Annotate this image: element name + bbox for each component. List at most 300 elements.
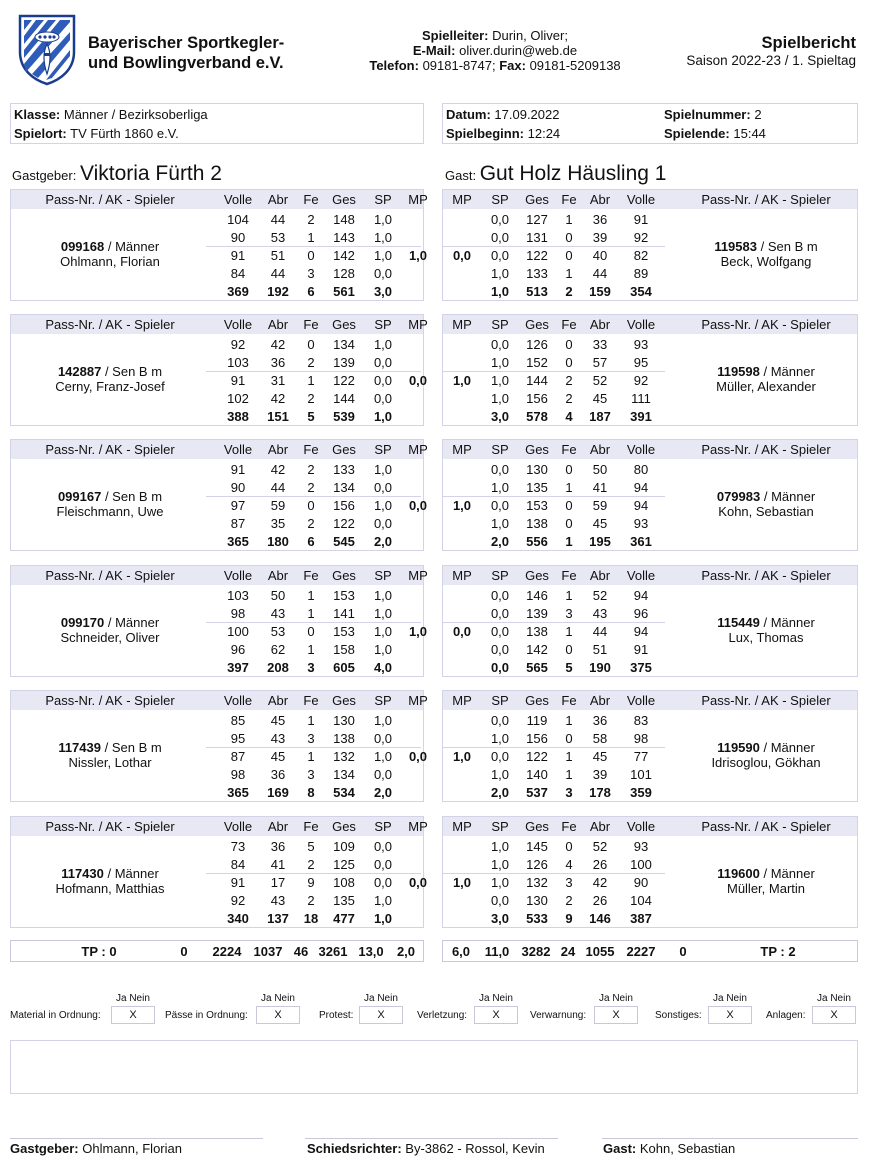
datum-value: 17.09.2022 (494, 107, 560, 122)
col-header-mp: MP (408, 317, 428, 332)
lane-4-volle: 93 (633, 516, 649, 531)
lane-4-abr: 44 (270, 266, 286, 281)
player-name: Kohn, Sebastian (718, 504, 814, 519)
lane-4-sp: 1,0 (490, 767, 510, 782)
player-age-class: / Sen B m (101, 489, 163, 504)
away-sign-line (602, 1138, 858, 1139)
player-total-volle: 391 (630, 409, 652, 424)
lane-3-ges: 122 (526, 749, 548, 764)
lane-3-abr: 42 (592, 875, 608, 890)
lane-2-volle: 94 (633, 480, 649, 495)
lane-2-ges: 126 (526, 857, 548, 872)
player-total-abr: 146 (589, 911, 611, 926)
player-pass-number: 099167 (57, 489, 102, 504)
player-name: Fleischmann, Uwe (56, 504, 164, 519)
lane-3-volle: 90 (633, 875, 649, 890)
lane-1-volle: 91 (230, 462, 246, 477)
lane-2-abr: 58 (592, 731, 608, 746)
lane-2-ges: 134 (333, 480, 355, 495)
datum-line (446, 107, 559, 122)
player-total-fe: 6 (307, 284, 315, 299)
player-total-volle: 340 (227, 911, 249, 926)
fax-value: 09181-5209138 (529, 58, 621, 73)
lane-3-fe: 1 (565, 749, 573, 764)
col-header-sp: SP (491, 317, 509, 332)
lane-2-abr: 53 (270, 230, 286, 245)
player-pass-number: 099168 (60, 239, 105, 254)
lane-4-abr: 36 (270, 767, 286, 782)
lane-separator (206, 246, 421, 247)
player-pass-number: 099170 (60, 615, 105, 630)
lane-1-fe: 1 (565, 212, 573, 227)
lane-4-volle: 92 (230, 893, 246, 908)
col-header-sp: SP (374, 568, 392, 583)
col-header-abr: Abr (589, 568, 611, 583)
lane-separator (443, 873, 665, 874)
lane-2-fe: 3 (565, 606, 573, 621)
col-header-fe: Fe (561, 568, 577, 583)
lane-4-abr: 26 (592, 893, 608, 908)
player-pass-number: 142887 (57, 364, 102, 379)
player-mp: 1,0 (452, 749, 472, 764)
player-total-fe: 5 (307, 409, 315, 424)
player-name: Ohlmann, Florian (60, 254, 160, 269)
lane-separator (206, 873, 421, 874)
lane-4-sp: 1,0 (373, 642, 393, 657)
report-title: Spielbericht (761, 34, 856, 52)
lane-3-sp: 1,0 (373, 498, 393, 513)
lane-3-fe: 1 (565, 624, 573, 639)
lane-3-sp: 1,0 (373, 624, 393, 639)
lane-3-volle: 77 (633, 749, 649, 764)
col-header-fe: Fe (561, 192, 577, 207)
check-ja-nein: Ja Nein (116, 993, 150, 1004)
player-total-sp: 3,0 (490, 911, 510, 926)
player-info (15, 489, 205, 519)
lane-4-abr: 45 (592, 516, 608, 531)
away-team-name: Gut Holz Häusling 1 (479, 162, 667, 185)
player-info (15, 615, 205, 645)
lane-1-fe: 2 (307, 212, 315, 227)
col-header-ges: Ges (332, 568, 356, 583)
lane-2-volle: 92 (633, 230, 649, 245)
check-ja-nein: Ja Nein (261, 993, 295, 1004)
player-total-ges: 513 (526, 284, 548, 299)
player-info (671, 239, 861, 269)
lane-2-volle: 90 (230, 230, 246, 245)
col-header-volle: Volle (223, 317, 253, 332)
spielleiter-value: Durin, Oliver; (492, 28, 568, 43)
lane-1-abr: 42 (270, 337, 286, 352)
lane-1-abr: 52 (592, 839, 608, 854)
col-header-mp: MP (452, 317, 472, 332)
away-total-abr: 1055 (585, 944, 615, 959)
away-tp: TP : 2 (760, 944, 796, 959)
lane-3-abr: 45 (592, 749, 608, 764)
lane-4-abr: 35 (270, 516, 286, 531)
lane-separator (443, 622, 665, 623)
check-ja-nein: Ja Nein (713, 993, 747, 1004)
lane-2-fe: 2 (307, 857, 315, 872)
player-age-class: / Männer (760, 489, 816, 504)
referee-sign-line (305, 1138, 558, 1139)
col-header-ges: Ges (525, 693, 549, 708)
lane-2-abr: 36 (270, 355, 286, 370)
lane-2-volle: 90 (230, 480, 246, 495)
lane-2-sp: 0,0 (373, 355, 393, 370)
home-signature (10, 1141, 182, 1156)
lane-4-volle: 91 (633, 642, 649, 657)
lane-1-volle: 94 (633, 588, 649, 603)
player-pass-number: 115449 (717, 615, 760, 630)
player-total-abr: 169 (267, 785, 289, 800)
lane-3-fe: 0 (565, 248, 573, 263)
away-player-panel (442, 690, 858, 802)
col-header-ges: Ges (332, 693, 356, 708)
lane-2-fe: 4 (565, 857, 573, 872)
klasse-value: Männer / Bezirksoberliga (63, 107, 208, 122)
player-total-sp: 1,0 (373, 911, 393, 926)
lane-4-volle: 111 (631, 391, 651, 406)
col-header-volle: Volle (626, 819, 656, 834)
lane-2-sp: 0,0 (373, 480, 393, 495)
player-total-abr: 187 (589, 409, 611, 424)
col-header-ges: Ges (525, 442, 549, 457)
lane-3-abr: 59 (270, 498, 286, 513)
lane-separator (206, 496, 421, 497)
check-box[interactable]: X (474, 1006, 518, 1024)
lane-1-ges: 146 (526, 588, 548, 603)
lane-2-volle: 98 (633, 731, 649, 746)
lane-2-fe: 2 (307, 480, 315, 495)
check-label: Sonstiges: (655, 1010, 702, 1021)
col-header-abr: Abr (267, 442, 289, 457)
lane-4-ges: 138 (526, 516, 548, 531)
lane-4-abr: 39 (592, 767, 608, 782)
lane-1-sp: 0,0 (490, 713, 510, 728)
lane-4-sp: 1,0 (490, 266, 510, 281)
col-header-volle: Volle (626, 442, 656, 457)
col-header-mp: MP (452, 568, 472, 583)
lane-2-sp: 1,0 (490, 480, 510, 495)
lane-1-ges: 130 (333, 713, 355, 728)
lane-2-fe: 0 (565, 230, 573, 245)
lane-2-sp: 1,0 (490, 355, 510, 370)
player-total-volle: 388 (227, 409, 249, 424)
lane-1-ges: 148 (333, 212, 355, 227)
lane-4-ges: 142 (526, 642, 548, 657)
player-pass-number: 079983 (716, 489, 761, 504)
check-ja-nein: Ja Nein (599, 993, 633, 1004)
col-header-sp: SP (491, 192, 509, 207)
player-info (671, 866, 861, 896)
lane-1-abr: 36 (592, 212, 608, 227)
lane-2-sp: 0,0 (373, 731, 393, 746)
col-header-mp: MP (452, 819, 472, 834)
player-total-volle: 397 (227, 660, 249, 675)
player-total-sp: 2,0 (490, 534, 510, 549)
player-total-sp: 1,0 (490, 284, 510, 299)
lane-4-ges: 156 (526, 391, 548, 406)
lane-3-volle: 97 (230, 498, 246, 513)
lane-3-volle: 87 (230, 749, 246, 764)
col-header-abr: Abr (589, 442, 611, 457)
lane-3-ges: 156 (333, 498, 355, 513)
player-total-volle: 369 (227, 284, 249, 299)
away-total-sp: 11,0 (484, 944, 510, 959)
lane-4-fe: 3 (307, 767, 315, 782)
lane-3-fe: 0 (307, 248, 315, 263)
check-box[interactable]: X (594, 1006, 638, 1024)
lane-3-volle: 100 (227, 624, 249, 639)
check-box[interactable]: X (708, 1006, 752, 1024)
lane-separator (443, 496, 665, 497)
player-age-class: / Männer (759, 740, 815, 755)
check-box[interactable]: X (256, 1006, 300, 1024)
lane-3-fe: 0 (565, 498, 573, 513)
player-pass-number: 119598 (717, 364, 760, 379)
player-age-class: / Sen B m (756, 239, 818, 254)
lane-2-sp: 0,0 (490, 606, 510, 621)
lane-3-ges: 108 (333, 875, 355, 890)
home-team-name: Viktoria Fürth 2 (79, 162, 222, 185)
check-label: Protest: (319, 1010, 354, 1021)
player-pass-line (15, 740, 205, 755)
col-header-volle: Volle (626, 568, 656, 583)
lane-1-sp: 1,0 (490, 839, 510, 854)
lane-2-fe: 2 (307, 355, 315, 370)
comment-box[interactable] (10, 1040, 858, 1094)
lane-2-sp: 1,0 (373, 606, 393, 621)
col-header-player: Pass-Nr. / AK - Spieler (701, 819, 831, 834)
lane-1-fe: 0 (565, 462, 573, 477)
lane-1-abr: 50 (270, 588, 286, 603)
player-info (15, 239, 205, 269)
col-header-mp: MP (408, 192, 428, 207)
lane-4-sp: 0,0 (373, 516, 393, 531)
col-header-sp: SP (374, 442, 392, 457)
telefon-label: Telefon: (369, 58, 419, 73)
lane-4-fe: 3 (307, 266, 315, 281)
col-header-abr: Abr (267, 317, 289, 332)
home-total-sp: 13,0 (358, 944, 384, 959)
col-header-volle: Volle (626, 693, 656, 708)
check-ja-nein: Ja Nein (817, 993, 851, 1004)
player-mp: 0,0 (452, 624, 472, 639)
lane-3-volle: 92 (633, 373, 649, 388)
player-age-class: / Männer (103, 866, 159, 881)
col-header-ges: Ges (525, 317, 549, 332)
player-pass-line (671, 489, 861, 504)
player-age-class: / Männer (759, 364, 815, 379)
lane-2-sp: 0,0 (490, 230, 510, 245)
lane-1-sp: 0,0 (490, 337, 510, 352)
lane-1-ges: 134 (333, 337, 355, 352)
player-info (15, 364, 205, 394)
player-age-class: / Männer (104, 239, 160, 254)
player-pass-line (15, 364, 205, 379)
col-header-ges: Ges (525, 192, 549, 207)
col-header-sp: SP (491, 693, 509, 708)
referee-signature (307, 1141, 545, 1156)
lane-3-sp: 0,0 (373, 373, 393, 388)
player-pass-line (671, 615, 861, 630)
lane-3-sp: 0,0 (490, 749, 510, 764)
player-total-fe: 4 (565, 409, 573, 424)
player-total-ges: 578 (526, 409, 548, 424)
player-total-volle: 365 (227, 785, 249, 800)
spielnummer-line (664, 107, 762, 122)
player-age-class: / Männer (759, 615, 815, 630)
lane-3-ges: 153 (333, 624, 355, 639)
player-mp: 0,0 (408, 875, 428, 890)
lane-1-sp: 0,0 (490, 212, 510, 227)
player-total-abr: 190 (589, 660, 611, 675)
lane-3-fe: 1 (307, 749, 315, 764)
lane-3-abr: 53 (270, 624, 286, 639)
col-header-mp: MP (452, 192, 472, 207)
col-header-volle: Volle (626, 192, 656, 207)
away-totals (442, 940, 858, 962)
away-sign-label: Gast: (603, 1141, 637, 1156)
lane-2-ges: 139 (333, 355, 355, 370)
lane-4-abr: 42 (270, 391, 286, 406)
lane-2-fe: 0 (565, 355, 573, 370)
player-total-ges: 556 (526, 534, 548, 549)
check-box[interactable]: X (359, 1006, 403, 1024)
player-pass-line (15, 239, 205, 254)
player-info (671, 740, 861, 770)
lane-4-volle: 96 (230, 642, 246, 657)
col-header-volle: Volle (223, 192, 253, 207)
contact-block (345, 28, 645, 73)
check-label: Pässe in Ordnung: (165, 1010, 248, 1021)
away-player-panel (442, 439, 858, 551)
player-mp: 1,0 (408, 248, 428, 263)
lane-1-abr: 33 (592, 337, 608, 352)
check-box[interactable]: X (812, 1006, 856, 1024)
lane-4-fe: 0 (565, 516, 573, 531)
lane-3-fe: 1 (307, 373, 315, 388)
home-tp: TP : 0 (81, 944, 117, 959)
lane-2-volle: 103 (227, 355, 249, 370)
lane-1-abr: 36 (270, 839, 286, 854)
player-name: Müller, Martin (726, 881, 806, 896)
player-total-fe: 3 (307, 660, 315, 675)
lane-1-fe: 5 (307, 839, 315, 854)
lane-1-fe: 1 (307, 588, 315, 603)
home-total-abr: 1037 (253, 944, 283, 959)
lane-1-sp: 0,0 (490, 588, 510, 603)
lane-3-sp: 1,0 (490, 373, 510, 388)
player-total-sp: 4,0 (373, 660, 393, 675)
lane-1-sp: 0,0 (490, 462, 510, 477)
lane-separator (443, 246, 665, 247)
player-pass-line (671, 740, 861, 755)
col-header-player: Pass-Nr. / AK - Spieler (45, 442, 175, 457)
player-mp: 1,0 (452, 875, 472, 890)
lane-4-ges: 158 (333, 642, 355, 657)
col-header-player: Pass-Nr. / AK - Spieler (701, 317, 831, 332)
col-header-player: Pass-Nr. / AK - Spieler (45, 317, 175, 332)
away-total-x: 0 (679, 944, 687, 959)
home-team-label (12, 162, 222, 186)
player-total-ges: 537 (526, 785, 548, 800)
lane-3-ges: 132 (333, 749, 355, 764)
player-info (15, 740, 205, 770)
lane-3-abr: 52 (592, 373, 608, 388)
lane-4-ges: 133 (526, 266, 548, 281)
player-mp: 1,0 (408, 624, 428, 639)
lane-4-fe: 2 (307, 391, 315, 406)
away-total-fe: 24 (560, 944, 576, 959)
player-total-ges: 605 (333, 660, 355, 675)
player-total-ges: 533 (526, 911, 548, 926)
lane-3-fe: 9 (307, 875, 315, 890)
spielende-value: 15:44 (733, 126, 766, 141)
col-header-abr: Abr (267, 693, 289, 708)
lane-4-sp: 1,0 (490, 516, 510, 531)
lane-1-ges: 130 (526, 462, 548, 477)
check-box[interactable]: X (111, 1006, 155, 1024)
lane-3-sp: 1,0 (490, 875, 510, 890)
lane-1-abr: 52 (592, 588, 608, 603)
player-name: Schneider, Oliver (60, 630, 160, 645)
lane-1-abr: 50 (592, 462, 608, 477)
lane-3-abr: 45 (270, 749, 286, 764)
spielort-value: TV Fürth 1860 e.V. (70, 126, 179, 141)
col-header-abr: Abr (589, 819, 611, 834)
check-label: Anlagen: (766, 1010, 806, 1021)
player-total-ges: 534 (333, 785, 355, 800)
lane-1-volle: 103 (227, 588, 249, 603)
org-line-1: Bayerischer Sportkegler- (88, 34, 285, 52)
lane-1-sp: 1,0 (373, 588, 393, 603)
lane-4-ges: 135 (333, 893, 355, 908)
home-total-fe: 46 (293, 944, 309, 959)
col-header-sp: SP (374, 819, 392, 834)
col-header-mp: MP (408, 568, 428, 583)
lane-2-abr: 44 (270, 480, 286, 495)
player-total-ges: 539 (333, 409, 355, 424)
player-name: Lux, Thomas (728, 630, 804, 645)
player-pass-number: 119600 (717, 866, 760, 881)
lane-4-fe: 2 (307, 516, 315, 531)
player-total-fe: 1 (565, 534, 573, 549)
lane-separator (443, 747, 665, 748)
lane-4-abr: 45 (592, 391, 608, 406)
lane-1-ges: 145 (526, 839, 548, 854)
lane-4-volle: 102 (227, 391, 249, 406)
lane-1-fe: 0 (565, 839, 573, 854)
lane-3-sp: 0,0 (490, 498, 510, 513)
report-title-block (686, 34, 856, 69)
lane-4-sp: 0,0 (490, 642, 510, 657)
home-team-prefix: Gastgeber: (12, 168, 77, 183)
lane-1-ges: 133 (333, 462, 355, 477)
col-header-ges: Ges (332, 192, 356, 207)
col-header-player: Pass-Nr. / AK - Spieler (701, 693, 831, 708)
org-line-2: und Bowlingverband e.V. (88, 54, 284, 72)
player-age-class: / Männer (104, 615, 160, 630)
home-player-panel (10, 816, 428, 928)
lane-3-abr: 59 (592, 498, 608, 513)
away-player-panel (442, 816, 858, 928)
home-sign-label: Gastgeber: (10, 1141, 79, 1156)
player-total-sp: 3,0 (373, 284, 393, 299)
lane-2-volle: 95 (230, 731, 246, 746)
lane-separator (206, 622, 421, 623)
